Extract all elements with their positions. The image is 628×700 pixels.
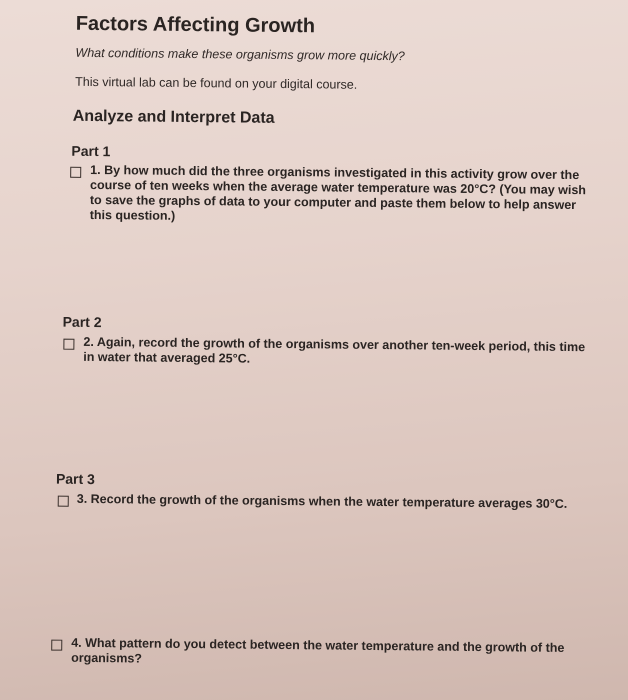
question-3: 3. Record the growth of the organisms when the water temperature averages 30°C.	[76, 491, 568, 511]
page-title: Factors Affecting Growth	[75, 12, 316, 38]
page-subtitle: What conditions make these organisms grow more quickly?	[75, 45, 405, 64]
question-1-checkbox[interactable]	[70, 167, 81, 178]
section-heading: Analyze and Interpret Data	[72, 107, 275, 127]
question-1: 1. By how much did the three organisms investigated in this activity grow over the course of ten weeks when the average water temperature was 20°C? (You may wish to save the graphs of data to your computer and paste them below to help answer this question.)	[89, 162, 587, 223]
part-2-label: Part 2	[62, 313, 102, 331]
question-3-checkbox[interactable]	[58, 496, 69, 507]
question-4: 4. What pattern do you detect between the water temperature and the growth of the organisms?	[71, 635, 565, 666]
question-4-checkbox[interactable]	[51, 640, 62, 651]
part-3-label: Part 3	[55, 470, 95, 488]
course-note: This virtual lab can be found on your digital course.	[75, 74, 358, 92]
question-2-checkbox[interactable]	[63, 339, 74, 350]
part-1-label: Part 1	[71, 142, 111, 160]
question-2: 2. Again, record the growth of the organisms over another ten-week period, this time in water that averaged 25°C.	[83, 334, 586, 366]
